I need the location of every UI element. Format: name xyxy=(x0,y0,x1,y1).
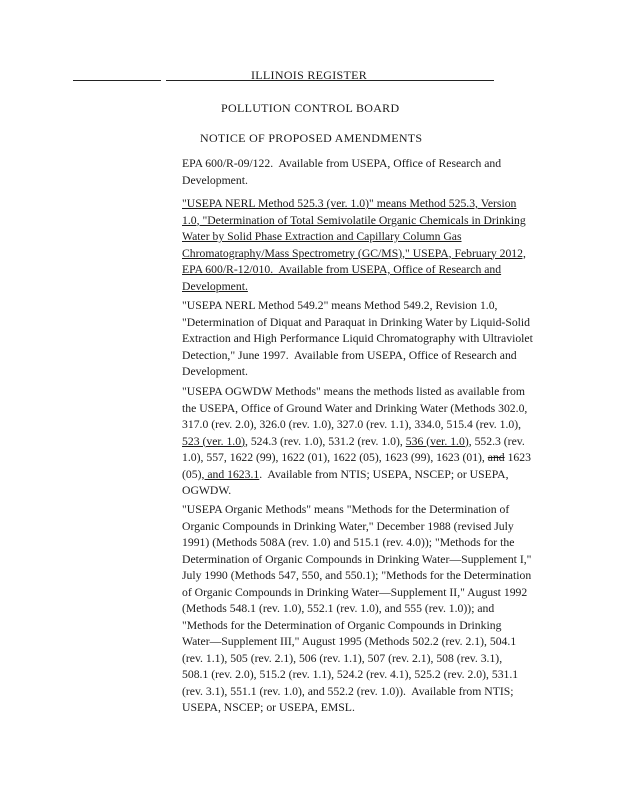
text-run: 1.0), 557, 1622 (99), 1622 (01), 1622 (05), 1623 (99), 1623 (01), xyxy=(182,451,488,464)
paragraph-organic-methods xyxy=(182,502,532,717)
text-run: of Organic Compounds in Drinking Water—Supplement II," August 1992 xyxy=(182,585,528,599)
text-run: 536 (ver. 1.0) xyxy=(405,434,469,448)
text-line xyxy=(182,156,518,173)
text-run: Water—Supplement III," August 1995 (Methods 502.2 (rev. 2.1), 504.1 xyxy=(182,635,517,648)
text-run: Development. xyxy=(182,365,248,378)
text-run: Development. xyxy=(182,173,248,187)
text-run: 1623 xyxy=(504,451,531,464)
text-run: 508.1 (rev. 2.0), 515.2 (rev. 1.1), 524.2 (rev. 4.1), 525.2 (rev. 2.0), 531.1 xyxy=(182,668,519,681)
text-line xyxy=(182,568,532,585)
text-line xyxy=(182,450,531,467)
text-run: Extraction and High Performance Liquid Chromatography with Ultraviolet xyxy=(182,332,533,345)
text-run: Water by Solid Phase Extraction and Capillary Column Gas xyxy=(182,230,462,243)
text-run: "USEPA OGWDW Methods" means the methods listed as available from xyxy=(182,385,525,398)
text-line xyxy=(182,262,518,279)
register-title: ILLINOIS REGISTER xyxy=(251,68,368,82)
text-line xyxy=(182,483,518,500)
text-run: "USEPA NERL Method 525.3 (ver. 1.0)" means Method 525.3, Version xyxy=(182,197,517,210)
text-line xyxy=(182,700,518,717)
text-run: EPA 600/R-09/122. Available from USEPA, Office of Research and xyxy=(182,157,502,170)
text-line xyxy=(182,196,518,213)
text-line xyxy=(182,246,526,263)
text-line xyxy=(182,535,518,552)
text-line xyxy=(182,384,525,401)
text-line xyxy=(182,364,518,381)
text-run: , 524.3 (rev. 1.0), 531.2 (rev. 1.0), xyxy=(244,434,406,448)
text-run: (rev. 1.1), 505 (rev. 2.1), 506 (rev. 1.1), 507 (rev. 2.1), 508 (rev. 3.1), xyxy=(182,651,503,665)
text-line xyxy=(182,315,530,332)
paragraph-epa-600-r-09-122 xyxy=(182,156,518,189)
text-line xyxy=(182,519,518,536)
text-line xyxy=(182,684,518,701)
text-run: (rev. 3.1), 551.1 (rev. 1.0), and 552.2 (rev. 1.0)). Available from NTIS; xyxy=(182,684,514,698)
text-run: "USEPA NERL Method 549.2" means Method 549.2, Revision 1.0, xyxy=(182,299,498,312)
text-run: 317.0 (rev. 2.0), 326.0 (rev. 1.0), 327.0 (rev. 1.1), 334.0, 515.4 (rev. 1.0), xyxy=(182,418,522,431)
text-run: Determination of Organic Compounds in Drinking Water—Supplement I," xyxy=(182,552,532,566)
text-run: Chromatography/Mass Spectrometry (GC/MS)," USEPA, February 2012, xyxy=(182,246,526,260)
text-run: , and 1623.1 xyxy=(201,467,260,481)
text-line xyxy=(182,585,528,602)
text-line xyxy=(182,634,518,651)
text-line xyxy=(182,173,518,190)
text-run: Development. xyxy=(182,279,248,293)
text-line xyxy=(182,331,533,348)
text-run: Organic Compounds in Drinking Water," December 1988 (revised July xyxy=(182,519,514,533)
text-line xyxy=(182,502,518,519)
text-run: USEPA, NSCEP; or USEPA, EMSL. xyxy=(182,701,355,714)
text-line xyxy=(182,618,518,635)
text-run: "USEPA Organic Methods" means "Methods for the Determination of xyxy=(182,503,510,516)
text-run: July 1990 (Methods 547, 550, and 550.1); "Methods for the Determination xyxy=(182,569,532,582)
text-line xyxy=(182,298,518,315)
text-line xyxy=(182,434,525,451)
text-run: "Determination of Diquat and Paraquat in Drinking Water by Liquid-Solid xyxy=(182,315,530,329)
text-line xyxy=(182,667,518,684)
text-line xyxy=(182,601,518,618)
text-line xyxy=(182,348,518,365)
paragraph-method-525-3 xyxy=(182,196,526,295)
text-line xyxy=(182,417,522,434)
text-run: OGWDW. xyxy=(182,484,232,497)
text-run: (Methods 548.1 (rev. 1.0), 552.1 (rev. 1.0), and 555 (rev. 1.0)); and xyxy=(182,602,495,615)
text-line xyxy=(182,229,518,246)
text-line xyxy=(182,552,532,569)
header-rule-left xyxy=(73,80,161,81)
text-run: "Methods for the Determination of Organic Compounds in Drinking xyxy=(182,618,502,632)
text-line xyxy=(182,213,526,230)
text-line xyxy=(182,279,518,296)
text-run: , 552.3 (rev. xyxy=(468,434,525,448)
text-run: 1.0, "Determination of Total Semivolatile Organic Chemicals in Drinking xyxy=(182,213,526,227)
text-run: and xyxy=(487,451,505,464)
paragraph-method-549-2 xyxy=(182,298,533,381)
text-line xyxy=(182,651,518,668)
text-run: the USEPA, Office of Ground Water and Drinking Water (Methods 302.0, xyxy=(182,401,528,415)
text-line xyxy=(182,401,528,418)
board-title: POLLUTION CONTROL BOARD xyxy=(221,101,400,115)
text-run: . Available from NTIS; USEPA, NSCEP; or USEPA, xyxy=(259,467,509,481)
text-run: (05) xyxy=(182,467,202,481)
text-run: EPA 600/R-12/010. Available from USEPA, Office of Research and xyxy=(182,263,502,276)
text-run: Detection," June 1997. Available from USEPA, Office of Research and xyxy=(182,348,517,362)
text-run: 1991) (Methods 508A (rev. 1.0) and 515.1 (rev. 4.0)); "Methods for the xyxy=(182,536,515,549)
text-run: 523 (ver. 1.0) xyxy=(182,434,245,448)
text-line xyxy=(182,467,518,484)
notice-title: NOTICE OF PROPOSED AMENDMENTS xyxy=(200,131,423,145)
paragraph-ogwdw-methods xyxy=(182,384,531,500)
